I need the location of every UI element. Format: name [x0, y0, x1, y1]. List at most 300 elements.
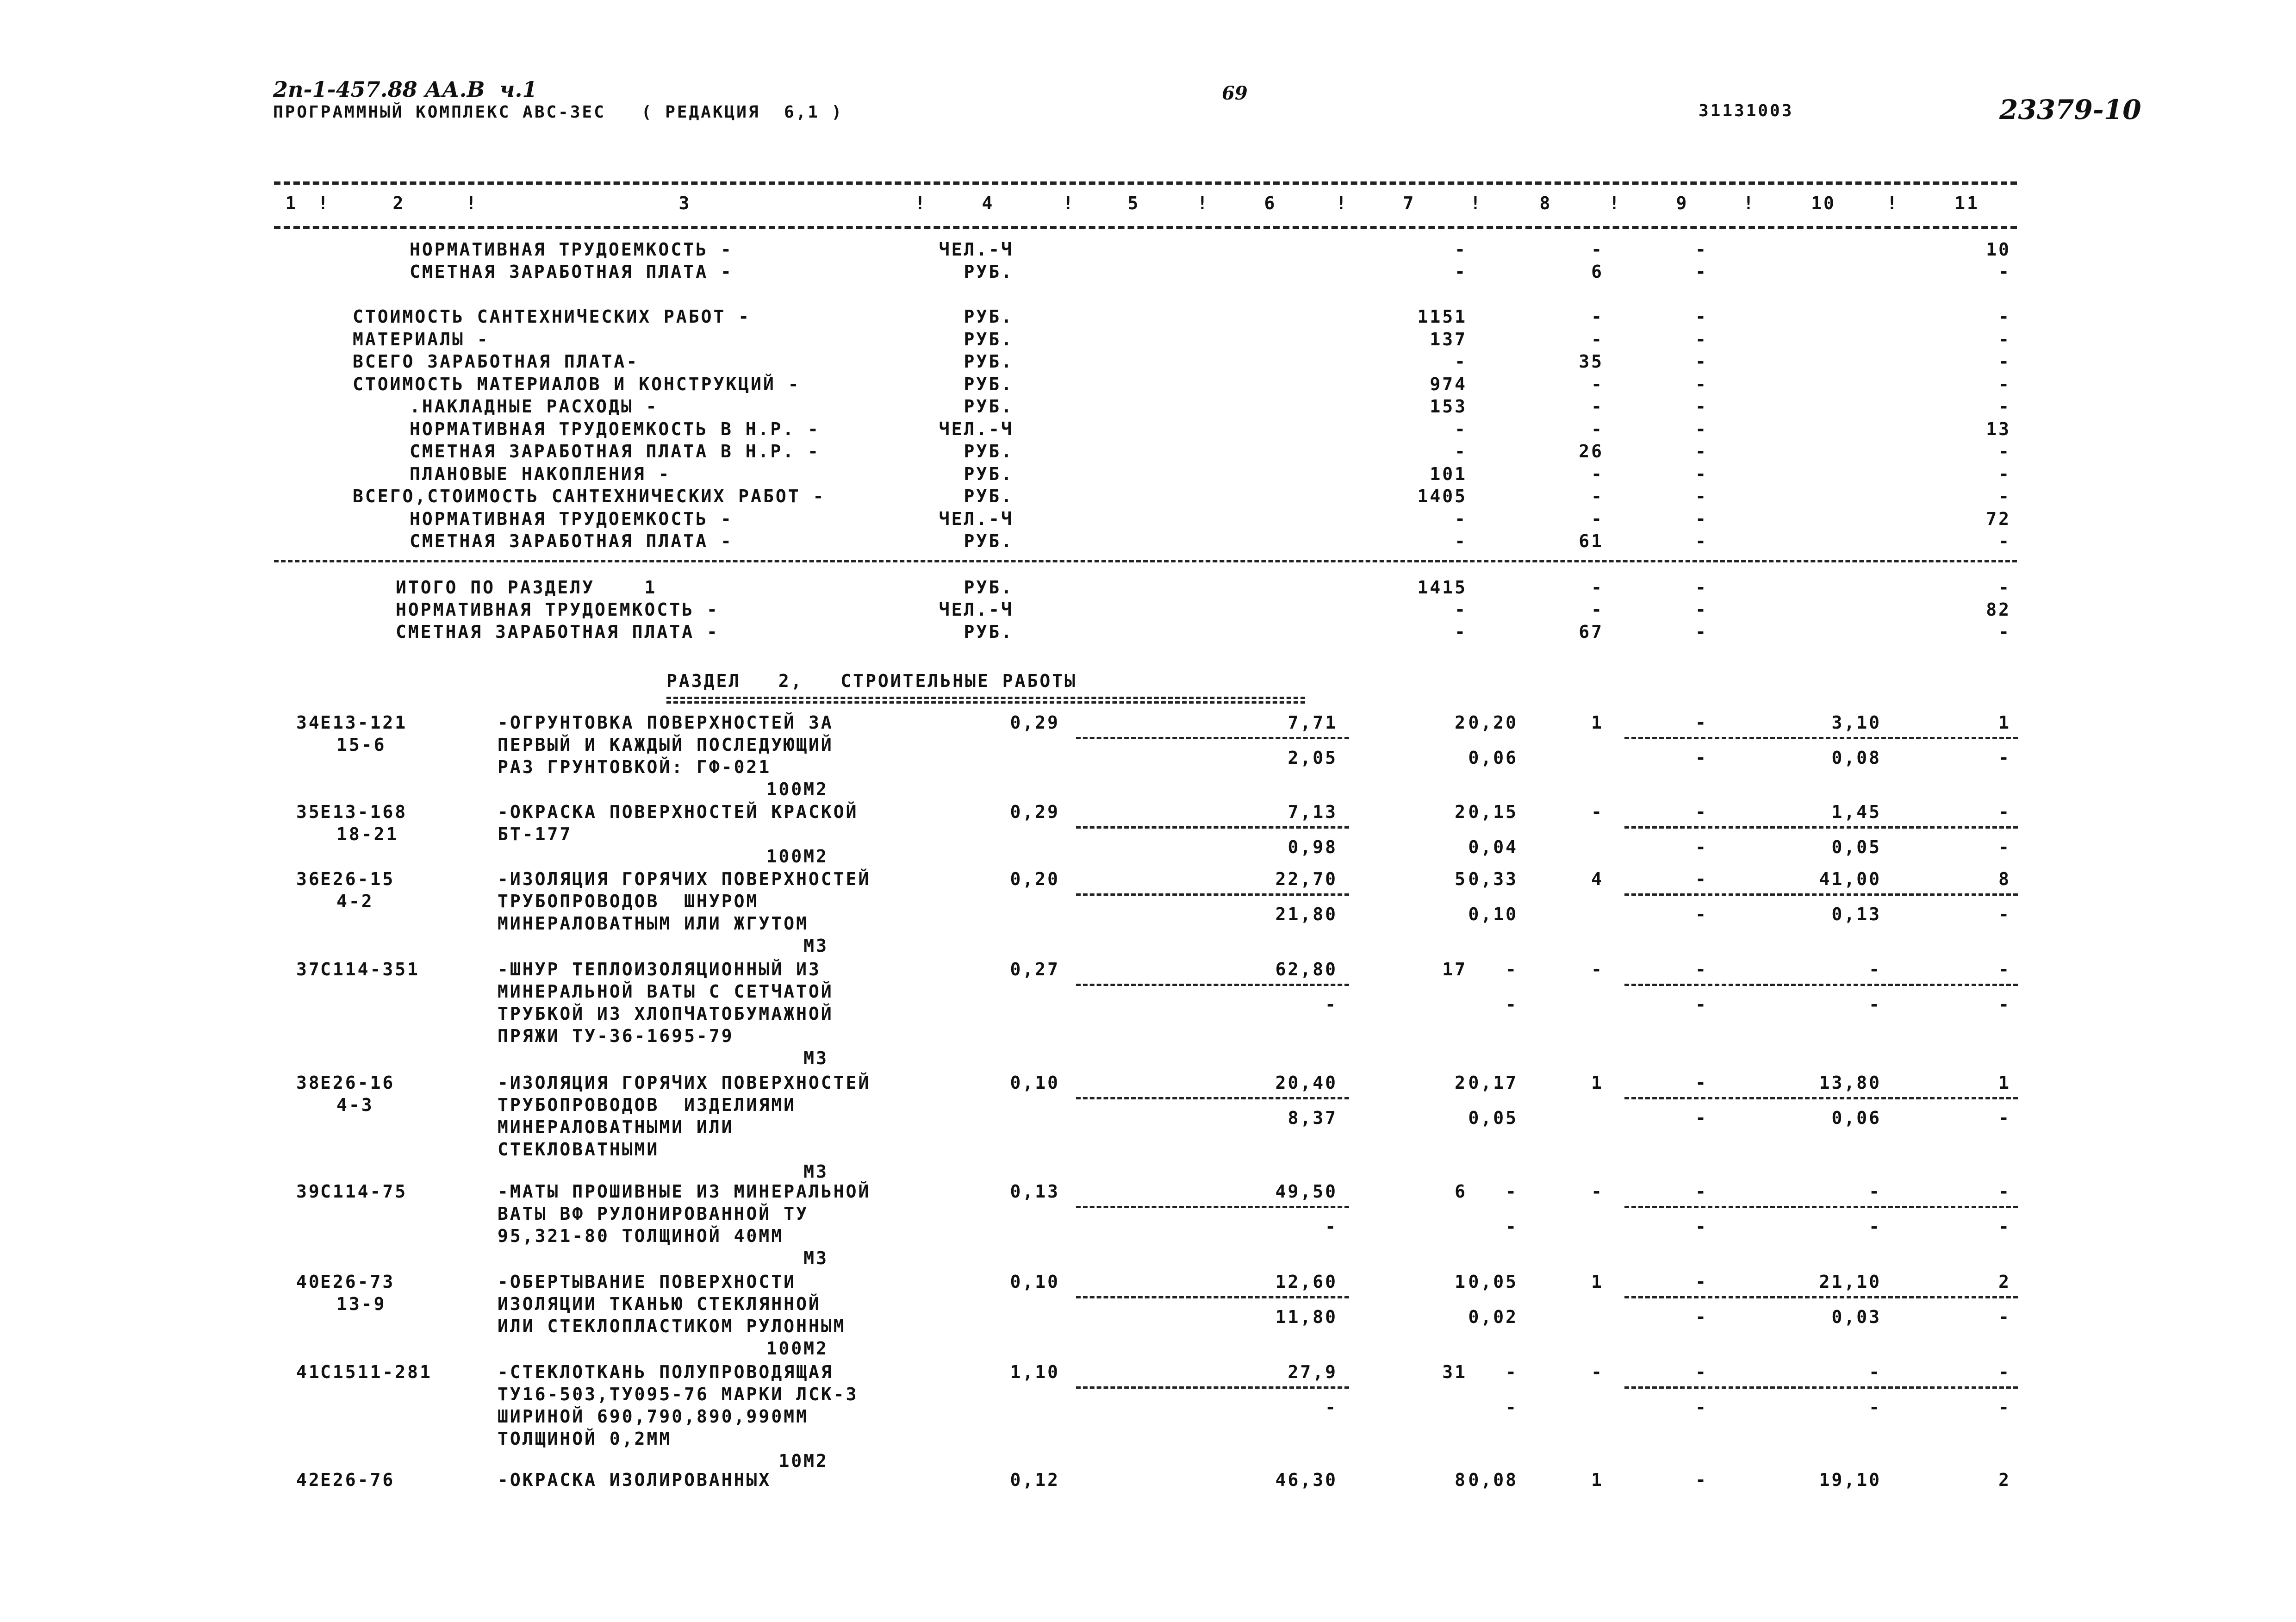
handwritten-doc-code: 2п-1-457.88 АА.В ч.1	[273, 77, 537, 102]
item-38-col10-wage: 0,06	[1831, 1108, 1881, 1128]
summary-cost-row-5-col7: -	[1455, 418, 1467, 439]
item-40-col6-wage: 0,02	[1468, 1307, 1518, 1327]
item-37-col7: 17	[1442, 959, 1467, 979]
item-34-col9-total: -	[1695, 712, 1708, 733]
summary-cost-row-9-col11: 72	[1986, 508, 2011, 529]
item-40-number: 40	[296, 1272, 321, 1292]
item-34-code-0: Е13-121	[320, 712, 408, 733]
item-39-col6-wage: -	[1506, 1216, 1518, 1237]
summary-cost-row-8-label: ВСЕГО,СТОИМОСТЬ САНТЕХНИЧЕСКИХ РАБОТ -	[353, 486, 826, 506]
item-39-quantity: 0,13	[1010, 1181, 1060, 1202]
item-34-col8: 1	[1591, 712, 1604, 733]
item-40-col5-wage: 11,80	[1275, 1307, 1338, 1327]
item-34-col9-wage: -	[1695, 748, 1708, 768]
item-35-col11-total: -	[1998, 802, 2011, 822]
item-41-description-0: -СТЕКЛОТКАНЬ ПОЛУПРОВОДЯЩАЯ	[498, 1362, 834, 1382]
item-37-code-0: С114-351	[320, 959, 420, 979]
column-separator: !	[1063, 193, 1076, 213]
item-38-col5-total: 20,40	[1275, 1073, 1338, 1093]
item-37-description-3: ПРЯЖИ ТУ-36-1695-79	[498, 1026, 734, 1046]
item-42-code-0: Е26-76	[320, 1470, 395, 1490]
summary-cost-row-9-col8: -	[1591, 508, 1604, 529]
section-total-row-0-unit: РУБ.	[964, 577, 1014, 598]
summary-cost-row-0-col11: -	[1998, 306, 2011, 327]
header-rule-top	[274, 181, 2017, 185]
column-number-7: 7	[1403, 193, 1416, 213]
item-36-code-0: Е26-15	[320, 869, 395, 889]
item-38-col10-total: 13,80	[1819, 1073, 1881, 1093]
item-39-subtotal-rule-left	[1076, 1206, 1349, 1208]
item-36-col5-total: 22,70	[1275, 869, 1338, 889]
item-37-col11-wage: -	[1998, 994, 2011, 1015]
item-41-col11-wage: -	[1998, 1397, 2011, 1417]
item-34-subtotal-rule-right	[1624, 737, 2018, 739]
item-36-col10-wage: 0,13	[1831, 904, 1881, 924]
item-41-subtotal-rule-left	[1076, 1386, 1349, 1389]
item-40-subtotal-rule-right	[1624, 1296, 2018, 1298]
item-35-code-0: Е13-168	[320, 802, 408, 822]
item-34-col10-total: 3,10	[1831, 712, 1881, 733]
item-42-number: 42	[296, 1470, 321, 1490]
summary-cost-row-8-col7: 1405	[1417, 486, 1467, 506]
item-36-number: 36	[296, 869, 321, 889]
summary-cost-row-6-col8: 26	[1579, 441, 1604, 462]
column-number-3: 3	[678, 193, 691, 213]
item-35-col5-total: 7,13	[1288, 802, 1338, 822]
item-41-code-0: С1511-281	[320, 1362, 432, 1382]
item-38-description-2: МИНЕРАЛОВАТНЫМИ ИЛИ	[498, 1117, 734, 1137]
section-total-row-0-col9: -	[1695, 577, 1708, 598]
summary-cost-row-0-label: СТОИМОСТЬ САНТЕХНИЧЕСКИХ РАБОТ -	[353, 306, 751, 327]
summary-cost-row-3-col8: -	[1591, 374, 1604, 394]
column-separator: !	[317, 193, 330, 213]
summary-cost-row-4-col9: -	[1695, 396, 1708, 417]
item-41-description-1: ТУ16-503,ТУ095-76 МАРКИ ЛСК-3	[498, 1384, 859, 1404]
item-35-col9-total: -	[1695, 802, 1708, 822]
summary-cost-row-3-label: СТОИМОСТЬ МАТЕРИАЛОВ И КОНСТРУКЦИЙ -	[353, 374, 801, 394]
summary-cost-row-2-col11: -	[1998, 351, 2011, 372]
item-36-quantity: 0,20	[1010, 869, 1060, 889]
item-42-col11-total: 2	[1998, 1470, 2011, 1490]
item-35-code-1: 18-21	[336, 824, 399, 844]
item-36-unit: М3	[803, 936, 828, 956]
item-34-code-1: 15-6	[336, 735, 386, 755]
item-38-col9-wage: -	[1695, 1108, 1708, 1128]
item-41-description-3: ТОЛЩИНОЙ 0,2ММ	[498, 1429, 672, 1449]
summary-cost-row-1-label: МАТЕРИАЛЫ -	[353, 329, 490, 349]
item-36-col10-total: 41,00	[1819, 869, 1881, 889]
summary-top-row-0-label: НОРМАТИВНАЯ ТРУДОЕМКОСТЬ -	[410, 239, 733, 260]
summary-top-row-1-label: СМЕТНАЯ ЗАРАБОТНАЯ ПЛАТА -	[410, 262, 733, 282]
summary-cost-row-10-col11: -	[1998, 531, 2011, 551]
item-38-col5-wage: 8,37	[1288, 1108, 1338, 1128]
item-35-col10-total: 1,45	[1831, 802, 1881, 822]
item-39-col8: -	[1591, 1181, 1604, 1202]
section-total-row-0-col7: 1415	[1417, 577, 1467, 598]
item-42-col5-total: 46,30	[1275, 1470, 1338, 1490]
summary-cost-row-9-label: НОРМАТИВНАЯ ТРУДОЕМКОСТЬ -	[410, 508, 733, 529]
item-34-unit: 100М2	[766, 779, 828, 799]
item-35-col9-wage: -	[1695, 837, 1708, 857]
item-36-col9-wage: -	[1695, 904, 1708, 924]
column-number-5: 5	[1127, 193, 1140, 213]
item-36-col5-wage: 21,80	[1275, 904, 1338, 924]
summary-cost-row-4-col11: -	[1998, 396, 2011, 417]
item-41-description-2: ШИРИНОЙ 690,790,890,990ММ	[498, 1406, 809, 1427]
summary-cost-row-6-col11: -	[1998, 441, 2011, 462]
section-total-row-2-label: СМЕТНАЯ ЗАРАБОТНАЯ ПЛАТА -	[396, 622, 719, 642]
item-39-description-2: 95,321-80 ТОЛЩИНОЙ 40ММ	[498, 1226, 784, 1246]
item-40-quantity: 0,10	[1010, 1272, 1060, 1292]
item-37-subtotal-rule-right	[1624, 984, 2018, 986]
item-34-number: 34	[296, 712, 321, 733]
summary-top-row-1-col11: -	[1998, 262, 2011, 282]
item-39-subtotal-rule-right	[1624, 1206, 2018, 1208]
section-total-row-2-col9: -	[1695, 622, 1708, 642]
item-41-col9-total: -	[1695, 1362, 1708, 1382]
summary-cost-row-0-unit: РУБ.	[964, 306, 1014, 327]
item-40-col5-total: 12,60	[1275, 1272, 1338, 1292]
page-number: 69	[1222, 82, 1248, 104]
summary-cost-row-10-label: СМЕТНАЯ ЗАРАБОТНАЯ ПЛАТА -	[410, 531, 733, 551]
section-total-row-1-col9: -	[1695, 599, 1708, 620]
item-39-col9-wage: -	[1695, 1216, 1708, 1237]
column-separator: !	[1197, 193, 1210, 213]
item-36-subtotal-rule-left	[1076, 893, 1349, 896]
item-35-col6-wage: 0,04	[1468, 837, 1518, 857]
item-34-col11-wage: -	[1998, 748, 2011, 768]
summary-cost-row-0-col7: 1151	[1417, 306, 1467, 327]
summary-cost-row-9-unit: ЧЕЛ.-Ч	[939, 508, 1014, 529]
item-41-col9-wage: -	[1695, 1397, 1708, 1417]
item-38-unit: М3	[803, 1161, 828, 1182]
summary-cost-row-2-col7: -	[1455, 351, 1467, 372]
item-36-description-0: -ИЗОЛЯЦИЯ ГОРЯЧИХ ПОВЕРХНОСТЕЙ	[498, 869, 871, 889]
item-40-subtotal-rule-left	[1076, 1296, 1349, 1298]
summary-cost-row-0-col9: -	[1695, 306, 1708, 327]
item-41-col6-wage: -	[1506, 1397, 1518, 1417]
item-42-col10-total: 19,10	[1819, 1470, 1881, 1490]
item-39-col10-wage: -	[1869, 1216, 1881, 1237]
item-41-col5-wage: -	[1325, 1397, 1338, 1417]
item-42-col6-total: 0,08	[1468, 1470, 1518, 1490]
section-total-row-1-col11: 82	[1986, 599, 2011, 620]
item-35-subtotal-rule-left	[1076, 826, 1349, 829]
summary-cost-row-10-col7: -	[1455, 531, 1467, 551]
item-39-col5-wage: -	[1325, 1216, 1338, 1237]
item-37-col5-wage: -	[1325, 994, 1338, 1015]
item-36-col11-wage: -	[1998, 904, 2011, 924]
item-37-col10-total: -	[1869, 959, 1881, 979]
item-40-col9-wage: -	[1695, 1307, 1708, 1327]
column-separator: !	[1336, 193, 1349, 213]
item-40-col11-wage: -	[1998, 1307, 2011, 1327]
summary-cost-row-1-col8: -	[1591, 329, 1604, 349]
item-37-col11-total: -	[1998, 959, 2011, 979]
item-35-quantity: 0,29	[1010, 802, 1060, 822]
column-number-8: 8	[1539, 193, 1552, 213]
item-40-description-0: -ОБЕРТЫВАНИЕ ПОВЕРХНОСТИ	[498, 1272, 796, 1292]
handwritten-sheet-number: 23379-10	[1999, 94, 2141, 125]
summary-cost-row-4-col7: 153	[1430, 396, 1467, 417]
item-36-col7: 5	[1455, 869, 1467, 889]
summary-cost-row-5-col11: 13	[1986, 418, 2011, 439]
program-title: ПРОГРАММНЫЙ КОМПЛЕКС АВС-3ЕС ( РЕДАКЦИЯ 6,1 )	[273, 103, 844, 122]
item-39-code-0: С114-75	[320, 1181, 408, 1202]
item-42-col8: 1	[1591, 1470, 1604, 1490]
item-37-col6-total: -	[1506, 959, 1518, 979]
item-40-col8: 1	[1591, 1272, 1604, 1292]
summary-cost-row-10-unit: РУБ.	[964, 531, 1014, 551]
summary-top-row-0-unit: ЧЕЛ.-Ч	[939, 239, 1014, 260]
section-title: РАЗДЕЛ 2, СТРОИТЕЛЬНЫЕ РАБОТЫ	[666, 671, 1077, 691]
section-total-row-0-col8: -	[1591, 577, 1604, 598]
item-39-col11-total: -	[1998, 1181, 2011, 1202]
item-38-col9-total: -	[1695, 1073, 1708, 1093]
column-number-11: 11	[1954, 193, 1979, 213]
item-34-quantity: 0,29	[1010, 712, 1060, 733]
item-37-col9-wage: -	[1695, 994, 1708, 1015]
summary-cost-row-8-col11: -	[1998, 486, 2011, 506]
section-total-row-1-label: НОРМАТИВНАЯ ТРУДОЕМКОСТЬ -	[396, 599, 719, 620]
summary-top-row-0-col8: -	[1591, 239, 1604, 260]
item-40-col10-total: 21,10	[1819, 1272, 1881, 1292]
item-40-col9-total: -	[1695, 1272, 1708, 1292]
summary-cost-row-5-label: НОРМАТИВНАЯ ТРУДОЕМКОСТЬ В Н.Р. -	[410, 418, 820, 439]
item-34-description-0: -ОГРУНТОВКА ПОВЕРХНОСТЕЙ ЗА	[498, 712, 834, 733]
item-40-code-0: Е26-73	[320, 1272, 395, 1292]
item-38-col6-total: 0,17	[1468, 1073, 1518, 1093]
summary-cost-row-1-col9: -	[1695, 329, 1708, 349]
item-35-col7: 2	[1455, 802, 1467, 822]
item-41-col10-total: -	[1869, 1362, 1881, 1382]
item-41-col11-total: -	[1998, 1362, 2011, 1382]
item-41-col10-wage: -	[1869, 1397, 1881, 1417]
item-36-description-2: МИНЕРАЛОВАТНЫМ ИЛИ ЖГУТОМ	[498, 913, 809, 934]
item-34-subtotal-rule-left	[1076, 737, 1349, 739]
summary-cost-row-5-unit: ЧЕЛ.-Ч	[939, 418, 1014, 439]
item-41-number: 41	[296, 1362, 321, 1382]
section-total-row-2-unit: РУБ.	[964, 622, 1014, 642]
summary-cost-row-9-col7: -	[1455, 508, 1467, 529]
column-number-4: 4	[982, 193, 995, 213]
item-37-col9-total: -	[1695, 959, 1708, 979]
item-37-description-0: -ШНУР ТЕПЛОИЗОЛЯЦИОННЫЙ ИЗ	[498, 959, 821, 979]
item-40-col11-total: 2	[1998, 1272, 2011, 1292]
item-41-subtotal-rule-right	[1624, 1386, 2018, 1389]
item-37-description-2: ТРУБКОЙ ИЗ ХЛОПЧАТОБУМАЖНОЙ	[498, 1004, 834, 1024]
section-total-row-0-label: ИТОГО ПО РАЗДЕЛУ 1	[396, 577, 657, 598]
summary-cost-row-2-unit: РУБ.	[964, 351, 1014, 372]
item-37-col10-wage: -	[1869, 994, 1881, 1015]
item-36-col6-wage: 0,10	[1468, 904, 1518, 924]
section-total-row-0-col11: -	[1998, 577, 2011, 598]
summary-cost-row-5-col8: -	[1591, 418, 1604, 439]
summary-cost-row-1-col11: -	[1998, 329, 2011, 349]
item-35-col11-wage: -	[1998, 837, 2011, 857]
item-35-col8: -	[1591, 802, 1604, 822]
item-35-number: 35	[296, 802, 321, 822]
item-42-col9-total: -	[1695, 1470, 1708, 1490]
summary-cost-row-7-col7: 101	[1430, 463, 1467, 484]
item-34-col6-wage: 0,06	[1468, 748, 1518, 768]
summary-cost-row-3-col9: -	[1695, 374, 1708, 394]
section-total-row-1-unit: ЧЕЛ.-Ч	[939, 599, 1014, 620]
document-code: 31131003	[1699, 101, 1794, 120]
summary-top-row-1-col7: -	[1455, 262, 1467, 282]
column-separator: !	[466, 193, 479, 213]
summary-cost-row-0-col8: -	[1591, 306, 1604, 327]
item-40-description-2: ИЛИ СТЕКЛОПЛАСТИКОМ РУЛОННЫМ	[498, 1316, 846, 1336]
summary-cost-row-7-col9: -	[1695, 463, 1708, 484]
item-36-code-1: 4-2	[336, 891, 374, 911]
item-37-col5-total: 62,80	[1275, 959, 1338, 979]
section-total-row-2-col8: 67	[1579, 622, 1604, 642]
item-40-unit: 100М2	[766, 1338, 828, 1359]
item-41-col6-total: -	[1506, 1362, 1518, 1382]
item-38-subtotal-rule-left	[1076, 1097, 1349, 1099]
item-41-col5-total: 27,9	[1288, 1362, 1338, 1382]
summary-cost-row-6-unit: РУБ.	[964, 441, 1014, 462]
item-37-col6-wage: -	[1506, 994, 1518, 1015]
item-38-col8: 1	[1591, 1073, 1604, 1093]
item-42-col7: 8	[1455, 1470, 1467, 1490]
item-36-col6-total: 0,33	[1468, 869, 1518, 889]
item-34-col11-total: 1	[1998, 712, 2011, 733]
column-separator: !	[915, 193, 927, 213]
item-39-description-1: ВАТЫ ВФ РУЛОНИРОВАННОЙ ТУ	[498, 1204, 809, 1224]
column-separator: !	[1609, 193, 1622, 213]
item-39-col7: 6	[1455, 1181, 1467, 1202]
item-36-col11-total: 8	[1998, 869, 2011, 889]
summary-cost-row-4-col8: -	[1591, 396, 1604, 417]
item-38-quantity: 0,10	[1010, 1073, 1060, 1093]
item-38-col6-wage: 0,05	[1468, 1108, 1518, 1128]
summary-cost-row-1-col7: 137	[1430, 329, 1467, 349]
item-36-col8: 4	[1591, 869, 1604, 889]
item-39-col6-total: -	[1506, 1181, 1518, 1202]
summary-top-row-0-col7: -	[1455, 239, 1467, 260]
item-38-description-1: ТРУБОПРОВОДОВ ИЗДЕЛИЯМИ	[498, 1095, 796, 1115]
item-38-col11-total: 1	[1998, 1073, 2011, 1093]
column-number-10: 10	[1811, 193, 1836, 213]
summary-top-row-1-unit: РУБ.	[964, 262, 1014, 282]
item-40-col6-total: 0,05	[1468, 1272, 1518, 1292]
item-42-quantity: 0,12	[1010, 1470, 1060, 1490]
column-number-6: 6	[1264, 193, 1277, 213]
summary-cost-row-7-col11: -	[1998, 463, 2011, 484]
item-37-quantity: 0,27	[1010, 959, 1060, 979]
item-37-unit: М3	[803, 1048, 828, 1068]
item-42-description-0: -ОКРАСКА ИЗОЛИРОВАННЫХ	[498, 1470, 772, 1490]
item-38-number: 38	[296, 1073, 321, 1093]
summary-cost-row-6-col7: -	[1455, 441, 1467, 462]
item-37-number: 37	[296, 959, 321, 979]
item-35-col5-wage: 0,98	[1288, 837, 1338, 857]
item-38-col11-wage: -	[1998, 1108, 2011, 1128]
summary-cost-row-10-col9: -	[1695, 531, 1708, 551]
summary-cost-row-5-col9: -	[1695, 418, 1708, 439]
item-38-code-1: 4-3	[336, 1095, 374, 1115]
column-separator: !	[1743, 193, 1756, 213]
item-39-col10-total: -	[1869, 1181, 1881, 1202]
item-35-description-0: -ОКРАСКА ПОВЕРХНОСТЕЙ КРАСКОЙ	[498, 802, 859, 822]
summary-cost-row-2-label: ВСЕГО ЗАРАБОТНАЯ ПЛАТА-	[353, 351, 639, 372]
section-total-row-1-col7: -	[1455, 599, 1467, 620]
item-35-unit: 100М2	[766, 846, 828, 867]
summary-top-row-0-col11: 10	[1986, 239, 2011, 260]
header-rule-bottom	[274, 226, 2017, 229]
column-separator: !	[1470, 193, 1483, 213]
item-40-code-1: 13-9	[336, 1294, 386, 1314]
item-40-col7: 1	[1455, 1272, 1467, 1292]
summary-cost-row-1-unit: РУБ.	[964, 329, 1014, 349]
item-39-unit: М3	[803, 1248, 828, 1268]
item-35-subtotal-rule-right	[1624, 826, 2018, 829]
summary-cost-row-6-label: СМЕТНАЯ ЗАРАБОТНАЯ ПЛАТА В Н.Р. -	[410, 441, 820, 462]
item-36-col9-total: -	[1695, 869, 1708, 889]
column-number-9: 9	[1676, 193, 1689, 213]
item-34-col7: 2	[1455, 712, 1467, 733]
item-39-number: 39	[296, 1181, 321, 1202]
section-title-underline-2	[666, 701, 1305, 704]
item-36-description-1: ТРУБОПРОВОДОВ ШНУРОМ	[498, 891, 759, 911]
item-35-col10-wage: 0,05	[1831, 837, 1881, 857]
item-38-description-0: -ИЗОЛЯЦИЯ ГОРЯЧИХ ПОВЕРХНОСТЕЙ	[498, 1073, 871, 1093]
item-38-subtotal-rule-right	[1624, 1097, 2018, 1099]
item-37-subtotal-rule-left	[1076, 984, 1349, 986]
summary-cost-row-4-unit: РУБ.	[964, 396, 1014, 417]
summary-cost-row-3-unit: РУБ.	[964, 374, 1014, 394]
summary-top-row-0-col9: -	[1695, 239, 1708, 260]
summary-cost-row-8-col9: -	[1695, 486, 1708, 506]
item-34-col5-wage: 2,05	[1288, 748, 1338, 768]
summary-cost-row-9-col9: -	[1695, 508, 1708, 529]
summary-cost-row-7-unit: РУБ.	[964, 463, 1014, 484]
item-34-description-1: ПЕРВЫЙ И КАЖДЫЙ ПОСЛЕДУЮЩИЙ	[498, 735, 834, 755]
summary-top-row-1-col9: -	[1695, 262, 1708, 282]
item-35-col6-total: 0,15	[1468, 802, 1518, 822]
item-39-col9-total: -	[1695, 1181, 1708, 1202]
item-41-quantity: 1,10	[1010, 1362, 1060, 1382]
summary-cost-row-3-col11: -	[1998, 374, 2011, 394]
summary-cost-row-3-col7: 974	[1430, 374, 1467, 394]
section-total-row-2-col7: -	[1455, 622, 1467, 642]
section-title-underline	[666, 697, 1305, 699]
summary-cost-row-8-col8: -	[1591, 486, 1604, 506]
column-number-2: 2	[392, 193, 405, 213]
item-38-col7: 2	[1455, 1073, 1467, 1093]
item-34-col5-total: 7,71	[1288, 712, 1338, 733]
item-35-description-1: БТ-177	[498, 824, 572, 844]
summary-cost-row-2-col9: -	[1695, 351, 1708, 372]
item-39-col11-wage: -	[1998, 1216, 2011, 1237]
item-41-unit: 10М2	[778, 1451, 828, 1471]
summary-cost-row-10-col8: 61	[1579, 531, 1604, 551]
section-total-row-1-col8: -	[1591, 599, 1604, 620]
summary-cost-row-7-label: ПЛАНОВЫЕ НАКОПЛЕНИЯ -	[410, 463, 671, 484]
summary-cost-row-2-col8: 35	[1579, 351, 1604, 372]
summary-cost-row-7-col8: -	[1591, 463, 1604, 484]
summary-cost-row-4-label: .НАКЛАДНЫЕ РАСХОДЫ -	[410, 396, 659, 417]
item-38-description-3: СТЕКЛОВАТНЫМИ	[498, 1139, 660, 1160]
item-40-col10-wage: 0,03	[1831, 1307, 1881, 1327]
summary-top-row-1-col8: 6	[1591, 262, 1604, 282]
item-34-col6-total: 0,20	[1468, 712, 1518, 733]
item-40-description-1: ИЗОЛЯЦИИ ТКАНЬЮ СТЕКЛЯННОЙ	[498, 1294, 821, 1314]
item-37-description-1: МИНЕРАЛЬНОЙ ВАТЫ С СЕТЧАТОЙ	[498, 981, 834, 1002]
item-39-col5-total: 49,50	[1275, 1181, 1338, 1202]
